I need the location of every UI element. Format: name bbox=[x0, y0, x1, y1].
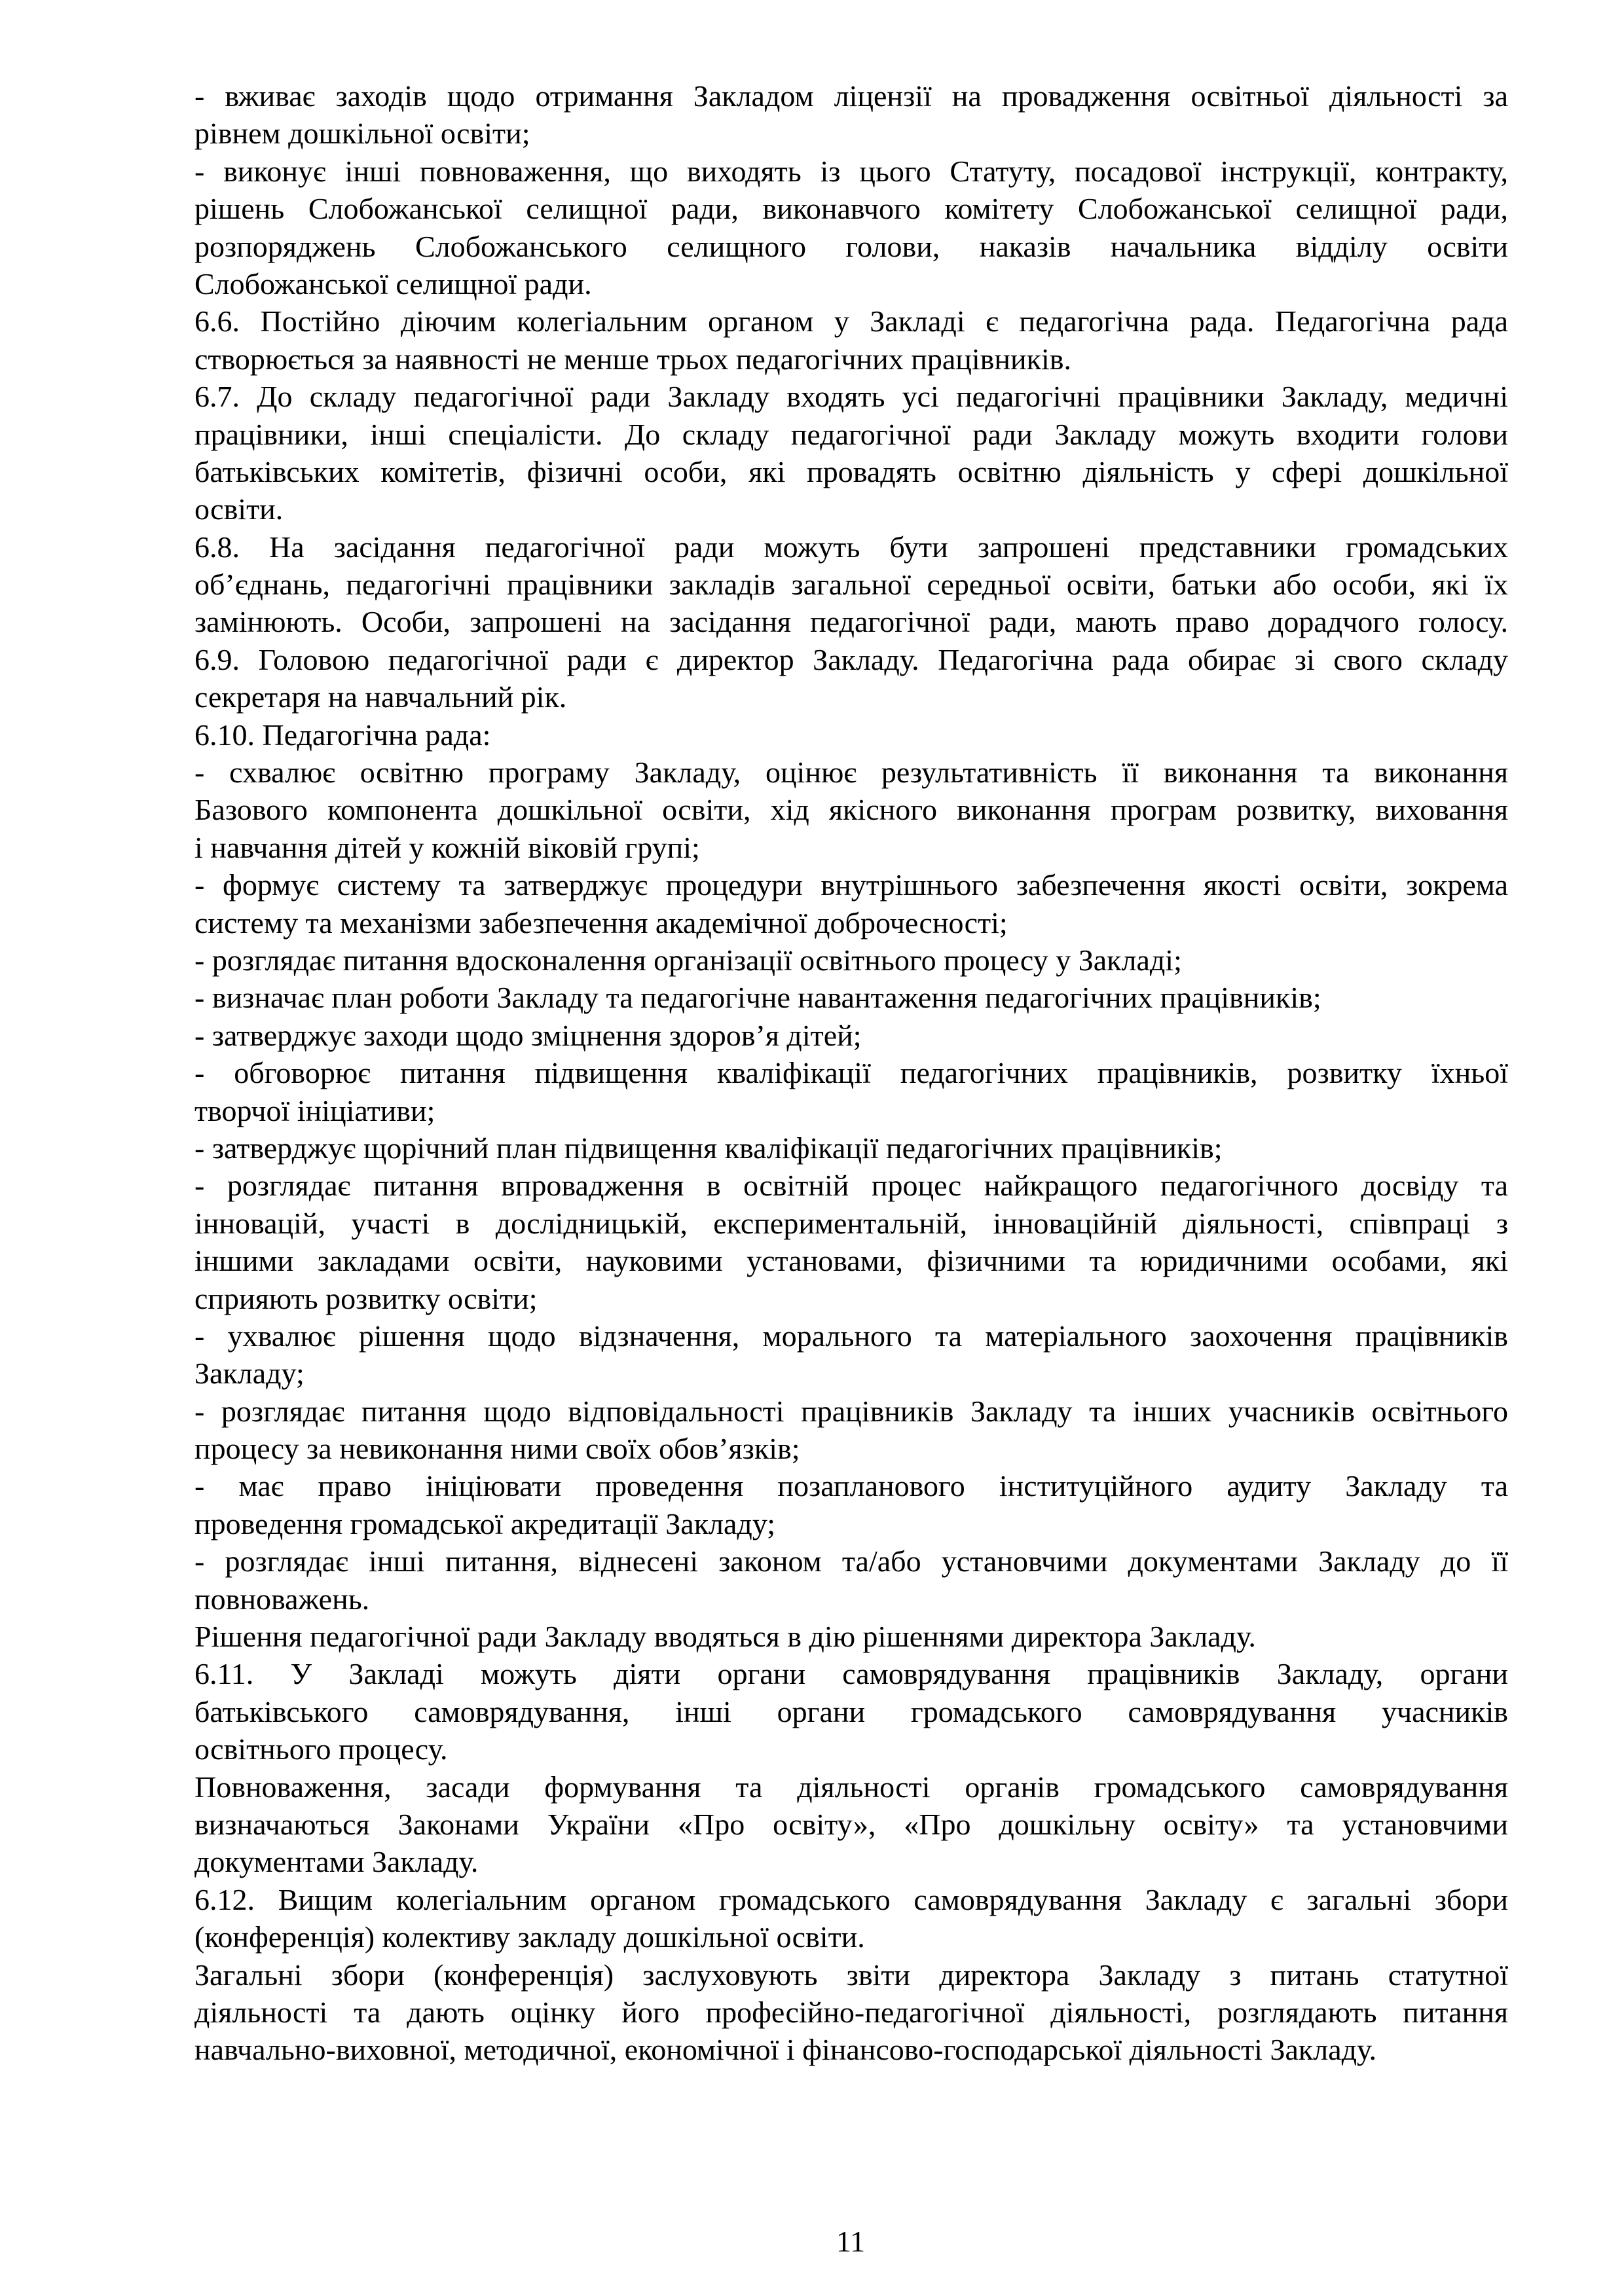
text-line: - вживає заходів щодо отримання Закладом ліцензії на провадження освітньої діяльності за bbox=[194, 79, 1508, 113]
text-line: розпоряджень Слобожанського селищного голови, наказів начальника відділу освіти bbox=[194, 229, 1508, 263]
text-line: Повноваження, засади формування та діяльності органів громадського самоврядування bbox=[194, 1770, 1508, 1804]
text-line: повноважень. bbox=[194, 1582, 370, 1616]
text-line: Загальні збори (конференція) заслуховують звіти директора Закладу з питань статутної bbox=[194, 1958, 1508, 1992]
text-line: 6.12. Вищим колегіальним органом громадського самоврядування Закладу є загальні збори bbox=[194, 1882, 1508, 1916]
text-line: - виконує інші повноваження, що виходять із цього Статуту, посадової інструкції, контракту, bbox=[194, 154, 1508, 188]
text-line: сприяють розвитку освіти; bbox=[194, 1281, 538, 1315]
text-line: - має право ініціювати проведення позапланового інституційного аудиту Закладу та bbox=[194, 1469, 1508, 1503]
text-line: 6.11. У Закладі можуть діяти органи самоврядування працівників Закладу, органи bbox=[194, 1657, 1508, 1691]
text-line: 6.10. Педагогічна рада: bbox=[194, 718, 491, 752]
text-line: 6.6. Постійно діючим колегіальним органом у Закладі є педагогічна рада. Педагогічна рада bbox=[194, 304, 1508, 338]
text-line: (конференція) колективу закладу дошкільної освіти. bbox=[194, 1920, 865, 1954]
text-line: іншими закладами освіти, науковими установами, фізичними та юридичними особами, які bbox=[194, 1244, 1508, 1278]
document-body bbox=[194, 77, 1508, 2069]
text-line: батьківського самоврядування, інші органи громадського самоврядування учасників bbox=[194, 1694, 1508, 1728]
text-line: - затверджує щорічний план підвищення кваліфікації педагогічних працівників; bbox=[194, 1131, 1223, 1165]
text-line: і навчання дітей у кожній віковій групі; bbox=[194, 830, 700, 864]
text-line: створюється за наявності не менше трьох педагогічних працівників. bbox=[194, 342, 1071, 376]
text-line: 6.8. На засідання педагогічної ради можуть бути запрошені представники громадських bbox=[194, 530, 1508, 564]
text-line: діяльності та дають оцінку його професійно-педагогічної діяльності, розглядають питання bbox=[194, 1995, 1508, 2029]
text-line: освітнього процесу. bbox=[194, 1732, 448, 1766]
text-line: замінюють. Особи, запрошені на засідання педагогічної ради, мають право дорадчого голосу. bbox=[194, 605, 1508, 639]
text-line: - розглядає питання вдосконалення організації освітнього процесу у Закладі; bbox=[194, 943, 1182, 977]
text-line: інновацій, участі в дослідницькій, експериментальній, інноваційній діяльності, співпраці з bbox=[194, 1206, 1508, 1240]
text-line: процесу за невиконання ними своїх обов’язків; bbox=[194, 1432, 800, 1466]
text-line: визначаються Законами України «Про освіту», «Про дошкільну освіту» та установчими bbox=[194, 1807, 1508, 1841]
text-line: навчально-виховної, методичної, економічної і фінансово-господарської діяльності Закладу. bbox=[194, 2033, 1376, 2067]
text-line: батьківських комітетів, фізичні особи, які провадять освітню діяльність у сфері дошкільної bbox=[194, 454, 1508, 488]
text-line: документами Закладу. bbox=[194, 1845, 479, 1879]
text-line: - затверджує заходи щодо зміцнення здоров’я дітей; bbox=[194, 1018, 862, 1052]
text-line: - формує систему та затверджує процедури внутрішнього забезпечення якості освіти, зокрема bbox=[194, 868, 1508, 902]
text-line: об’єднань, педагогічні працівники закладів загальної середньої освіти, батьки або особи, які їх bbox=[194, 568, 1508, 602]
text-line: - розглядає питання впровадження в освітній процес найкращого педагогічного досвіду та bbox=[194, 1169, 1508, 1203]
text-line: - обговорює питання підвищення кваліфікації педагогічних працівників, розвитку їхньої bbox=[194, 1056, 1508, 1090]
text-line: Слобожанської селищної ради. bbox=[194, 266, 592, 301]
page-number: 11 bbox=[836, 2225, 866, 2258]
text-line: 6.9. Головою педагогічної ради є директор Закладу. Педагогічна рада обирає зі свого складу bbox=[194, 642, 1508, 676]
text-line: 6.7. До складу педагогічної ради Закладу входять усі педагогічні працівники Закладу, медичні bbox=[194, 380, 1508, 414]
text-line: рішень Слобожанської селищної ради, виконавчого комітету Слобожанської селищної ради, bbox=[194, 192, 1508, 226]
text-line: Закладу; bbox=[194, 1357, 304, 1391]
text-line: Базового компонента дошкільної освіти, хід якісного виконання програм розвитку, виховання bbox=[194, 793, 1508, 827]
text-line: рівнем дошкільної освіти; bbox=[194, 117, 530, 151]
text-line: проведення громадської акредитації Закладу; bbox=[194, 1506, 776, 1540]
text-line: - схвалює освітню програму Закладу, оцінює результативність її виконання та виконання bbox=[194, 756, 1508, 790]
text-line: секретаря на навчальний рік. bbox=[194, 680, 567, 714]
text-line: систему та механізми забезпечення академічної доброчесності; bbox=[194, 905, 1008, 939]
text-line: - ухвалює рішення щодо відзначення, морального та матеріального заохочення працівників bbox=[194, 1319, 1508, 1353]
text-line: освіти. bbox=[194, 492, 284, 526]
text-line: - розглядає інші питання, віднесені законом та/або установчими документами Закладу до її bbox=[194, 1544, 1508, 1578]
text-line: працівники, інші спеціалісти. До складу педагогічної ради Закладу можуть входити голови bbox=[194, 417, 1508, 451]
text-line: - визначає план роботи Закладу та педагогічне навантаження педагогічних працівників; bbox=[194, 981, 1321, 1015]
text-line: Рішення педагогічної ради Закладу вводяться в дію рішеннями директора Закладу. bbox=[194, 1620, 1256, 1654]
text-line: - розглядає питання щодо відповідальності працівників Закладу та інших учасників освітнього bbox=[194, 1394, 1508, 1428]
text-line: творчої ініціативи; bbox=[194, 1093, 435, 1127]
